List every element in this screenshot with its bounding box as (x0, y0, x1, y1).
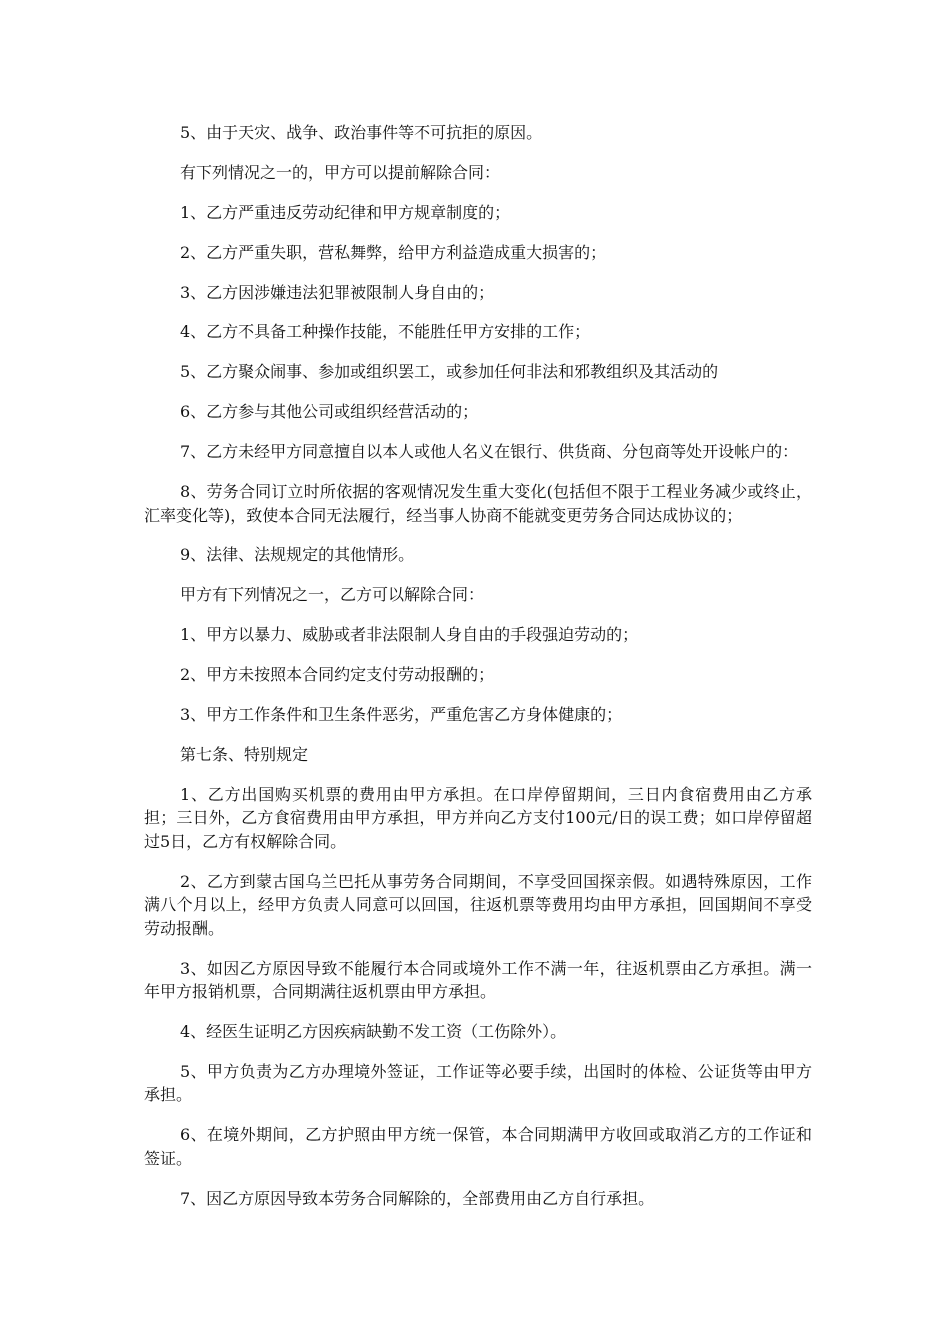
paragraph-b-term-3: 3、甲方工作条件和卫生条件恶劣，严重危害乙方身体健康的； (180, 704, 623, 724)
paragraph-a-term-7: 7、乙方未经甲方同意擅自以本人或他人名义在银行、供货商、分包商等处开设帐户的： (180, 442, 799, 462)
paragraph-a-term-3: 3、乙方因涉嫌违法犯罪被限制人身自由的； (180, 282, 495, 302)
paragraph-force-majeure: 5、由于天灾、战争、政治事件等不可抗拒的原因。 (180, 123, 543, 142)
paragraph-party-a-termination-intro: 有下列情况之一的，甲方可以提前解除合同： (180, 162, 501, 182)
paragraph-b-term-2: 2、甲方未按照本合同约定支付劳动报酬的； (180, 665, 495, 685)
paragraph-a-term-1: 1、乙方严重违反劳动纪律和甲方规章制度的； (180, 202, 511, 222)
document-body (144, 121, 812, 1226)
paragraph-a-term-9: 9、法律、法规规定的其他情形。 (180, 545, 415, 565)
paragraph-special-3: 3、如因乙方原因导致不能履行本合同或境外工作不满一年，往返机票由乙方承担。满一年甲方报销机票，合同期满往返机票由甲方承担。 (144, 958, 812, 1002)
paragraph-a-term-6: 6、乙方参与其他公司或组织经营活动的； (180, 402, 479, 422)
paragraph-a-term-4: 4、乙方不具备工种操作技能，不能胜任甲方安排的工作； (180, 322, 591, 342)
paragraph-party-b-termination-intro: 甲方有下列情况之一，乙方可以解除合同： (180, 585, 485, 605)
paragraph-b-term-1: 1、甲方以暴力、威胁或者非法限制人身自由的手段强迫劳动的； (180, 625, 639, 645)
paragraph-a-term-8: 8、劳务合同订立时所依据的客观情况发生重大变化(包括但不限于工程业务减少或终止，汇率变化等)，致使本合同无法履行，经当事人协商不能就变更劳务合同达成协议的； (144, 482, 812, 525)
paragraph-a-term-5: 5、乙方聚众闹事、参加或组织罢工，或参加任何非法和邪教组织及其活动的 (180, 362, 719, 382)
paragraph-special-7: 7、因乙方原因导致本劳务合同解除的，全部费用由乙方自行承担。 (180, 1188, 655, 1208)
paragraph-special-5: 5、甲方负责为乙方办理境外签证，工作证等必要手续，出国时的体检、公证货等由甲方承担。 (144, 1061, 812, 1105)
paragraph-special-4: 4、经医生证明乙方因疾病缺勤不发工资（工伤除外）。 (180, 1021, 567, 1041)
section-heading-article-7: 第七条、特别规定 (180, 744, 309, 764)
paragraph-a-term-2: 2、乙方严重失职，营私舞弊，给甲方利益造成重大损害的； (180, 242, 607, 262)
paragraph-special-6: 6、在境外期间，乙方护照由甲方统一保管，本合同期满甲方收回或取消乙方的工作证和签证。 (144, 1125, 812, 1168)
paragraph-special-1: 1、乙方出国购买机票的费用由甲方承担。在口岸停留期间，三日内食宿费用由乙方承担；三日外，乙方食宿费用由甲方承担，甲方并向乙方支付100元/日的误工费；如口岸停留超过5日，乙方有权解除合同。 (144, 784, 812, 851)
paragraph-special-2: 2、乙方到蒙古国乌兰巴托从事劳务合同期间，不享受回国探亲假。如遇特殊原因，工作满八个月以上，经甲方负责人同意可以回国，往返机票等费用均由甲方承担，回国期间不享受劳动报酬。 (144, 871, 812, 938)
